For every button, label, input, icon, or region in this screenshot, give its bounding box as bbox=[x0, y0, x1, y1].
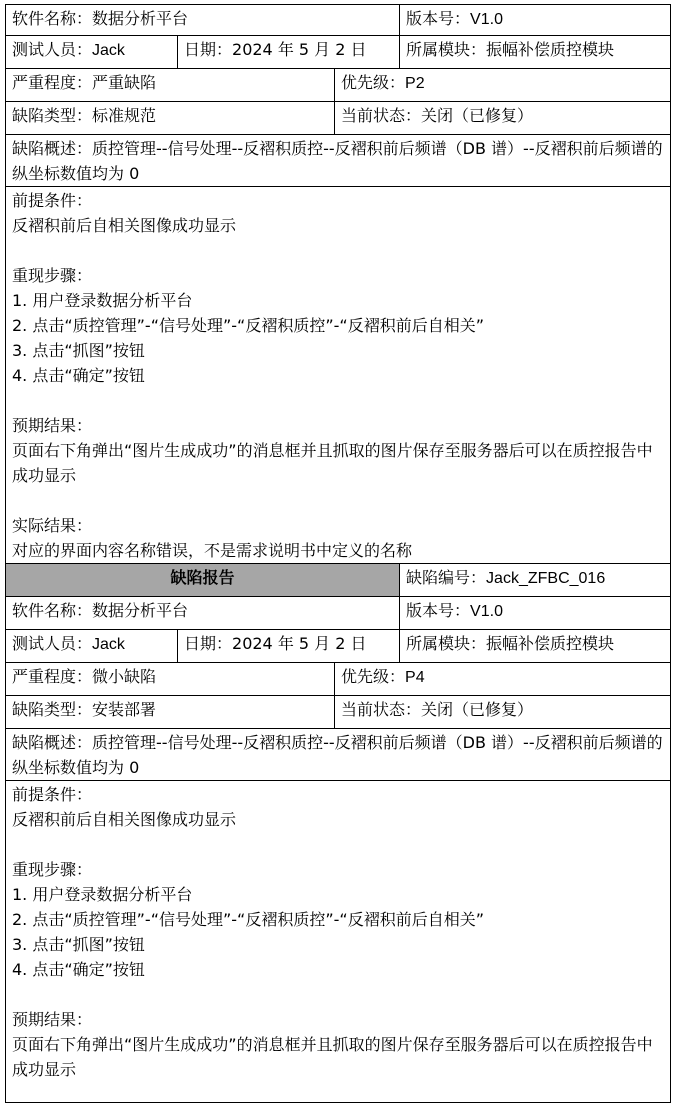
type-label: 缺陷类型： bbox=[12, 700, 93, 719]
priority-label: 优先级： bbox=[341, 667, 406, 686]
defect-report-document bbox=[5, 4, 670, 1103]
tester-value: Jack bbox=[92, 42, 125, 59]
step-item: 2. 点击“质控管理”-“信号处理”-“反褶积质控”-“反褶积前后自相关” bbox=[12, 316, 484, 335]
module-label: 所属模块： bbox=[406, 634, 487, 653]
report-2-row-type bbox=[6, 696, 671, 729]
tester-label: 测试人员： bbox=[12, 40, 93, 59]
report-2-row-summary bbox=[6, 729, 671, 781]
defect-id-value: Jack_ZFBC_016 bbox=[486, 570, 606, 587]
report-2-summary-cell bbox=[6, 729, 671, 781]
report-2-row-severity bbox=[6, 663, 671, 696]
status-value: 关闭（已修复） bbox=[421, 700, 534, 719]
module-label: 所属模块： bbox=[406, 40, 487, 59]
software-value: 数据分析平台 bbox=[92, 601, 189, 620]
severity-value: 严重缺陷 bbox=[92, 73, 157, 92]
module-value: 振幅补偿质控模块 bbox=[486, 634, 615, 653]
severity-label: 严重程度： bbox=[12, 667, 93, 686]
report-1-details-cell bbox=[6, 187, 671, 564]
version-label: 版本号： bbox=[406, 9, 471, 28]
report-1-row-software bbox=[6, 5, 671, 36]
step-item: 3. 点击“抓图”按钮 bbox=[12, 935, 145, 954]
summary-value: 质控管理--信号处理--反褶积质控--反褶积前后频谱（DB 谱）--反褶积前后频谱的纵坐标数值均为 0 bbox=[12, 139, 663, 183]
date-label: 日期： bbox=[184, 40, 233, 59]
version-label: 版本号： bbox=[406, 601, 471, 620]
precondition-label: 前提条件： bbox=[12, 785, 93, 804]
step-item: 1. 用户登录数据分析平台 bbox=[12, 885, 193, 904]
type-value: 标准规范 bbox=[92, 106, 157, 125]
status-label: 当前状态： bbox=[341, 700, 422, 719]
summary-label: 缺陷概述： bbox=[12, 733, 93, 752]
report-1-module-cell bbox=[400, 36, 671, 69]
version-value: V1.0 bbox=[470, 11, 503, 28]
step-item: 4. 点击“确定”按钮 bbox=[12, 366, 145, 385]
severity-value: 微小缺陷 bbox=[92, 667, 157, 686]
step-item: 1. 用户登录数据分析平台 bbox=[12, 291, 193, 310]
report-2-type-cell bbox=[6, 696, 335, 729]
report-1-row-type bbox=[6, 102, 671, 135]
actual-value: 对应的界面内容名称错误，不是需求说明书中定义的名称 bbox=[12, 541, 413, 560]
date-value: 2024 年 5 月 2 日 bbox=[232, 634, 367, 653]
expected-label: 预期结果： bbox=[12, 1010, 93, 1029]
report-2-tester-cell bbox=[6, 630, 178, 663]
tester-value: Jack bbox=[92, 636, 125, 653]
summary-label: 缺陷概述： bbox=[12, 139, 93, 158]
step-item: 4. 点击“确定”按钮 bbox=[12, 960, 145, 979]
steps-label: 重现步骤： bbox=[12, 860, 93, 879]
steps-label: 重现步骤： bbox=[12, 266, 93, 285]
report-1-version-cell bbox=[400, 5, 671, 36]
report-2-row-software bbox=[6, 597, 671, 630]
date-label: 日期： bbox=[184, 634, 233, 653]
report-1-date-cell bbox=[178, 36, 400, 69]
report-2-details-cell bbox=[6, 781, 671, 1103]
summary-value: 质控管理--信号处理--反褶积质控--反褶积前后频谱（DB 谱）--反褶积前后频谱的纵坐标数值均为 0 bbox=[12, 733, 663, 777]
expected-label: 预期结果： bbox=[12, 416, 93, 435]
software-value: 数据分析平台 bbox=[92, 9, 189, 28]
report-2-module-cell bbox=[400, 630, 671, 663]
severity-label: 严重程度： bbox=[12, 73, 93, 92]
report-1-status-cell bbox=[335, 102, 671, 135]
version-value: V1.0 bbox=[470, 603, 503, 620]
step-item: 3. 点击“抓图”按钮 bbox=[12, 341, 145, 360]
priority-value: P2 bbox=[405, 75, 425, 92]
precondition-value: 反褶积前后自相关图像成功显示 bbox=[12, 216, 237, 235]
report-1-severity-cell bbox=[6, 69, 335, 102]
precondition-label: 前提条件： bbox=[12, 191, 93, 210]
report-2-severity-cell bbox=[6, 663, 335, 696]
report-2-version-cell bbox=[400, 597, 671, 630]
module-value: 振幅补偿质控模块 bbox=[486, 40, 615, 59]
report-1-summary-cell bbox=[6, 135, 671, 187]
expected-value: 页面右下角弹出“图片生成成功”的消息框并且抓取的图片保存至服务器后可以在质控报告中成功显示 bbox=[12, 1035, 653, 1079]
date-value: 2024 年 5 月 2 日 bbox=[232, 40, 367, 59]
tester-label: 测试人员： bbox=[12, 634, 93, 653]
precondition-value: 反褶积前后自相关图像成功显示 bbox=[12, 810, 237, 829]
status-value: 关闭（已修复） bbox=[421, 106, 534, 125]
report-2-row-details bbox=[6, 781, 671, 1103]
report-1-row-tester bbox=[6, 36, 671, 69]
report-2-priority-cell bbox=[335, 663, 671, 696]
priority-label: 优先级： bbox=[341, 73, 406, 92]
defect-report-table bbox=[5, 4, 671, 1103]
software-label: 软件名称： bbox=[12, 9, 93, 28]
actual-label: 实际结果： bbox=[12, 516, 93, 535]
report-2-date-cell bbox=[178, 630, 400, 663]
report-1-row-details bbox=[6, 187, 671, 564]
step-item: 2. 点击“质控管理”-“信号处理”-“反褶积质控”-“反褶积前后自相关” bbox=[12, 910, 484, 929]
type-label: 缺陷类型： bbox=[12, 106, 93, 125]
report-2-software-cell bbox=[6, 597, 400, 630]
report-2-row-tester bbox=[6, 630, 671, 663]
software-label: 软件名称： bbox=[12, 601, 93, 620]
report-1-software-cell bbox=[6, 5, 400, 36]
status-label: 当前状态： bbox=[341, 106, 422, 125]
report-2-defect-id-cell bbox=[400, 564, 671, 597]
report-1-priority-cell bbox=[335, 69, 671, 102]
report-1-type-cell bbox=[6, 102, 335, 135]
report-1-row-summary bbox=[6, 135, 671, 187]
type-value: 安装部署 bbox=[92, 700, 157, 719]
report-header-title: 缺陷报告 bbox=[6, 564, 400, 597]
report-1-row-severity bbox=[6, 69, 671, 102]
report-2-status-cell bbox=[335, 696, 671, 729]
defect-id-label: 缺陷编号： bbox=[406, 568, 487, 587]
priority-value: P4 bbox=[405, 669, 425, 686]
expected-value: 页面右下角弹出“图片生成成功”的消息框并且抓取的图片保存至服务器后可以在质控报告中成功显示 bbox=[12, 441, 653, 485]
report-2-row-header bbox=[6, 564, 671, 597]
report-1-tester-cell bbox=[6, 36, 178, 69]
